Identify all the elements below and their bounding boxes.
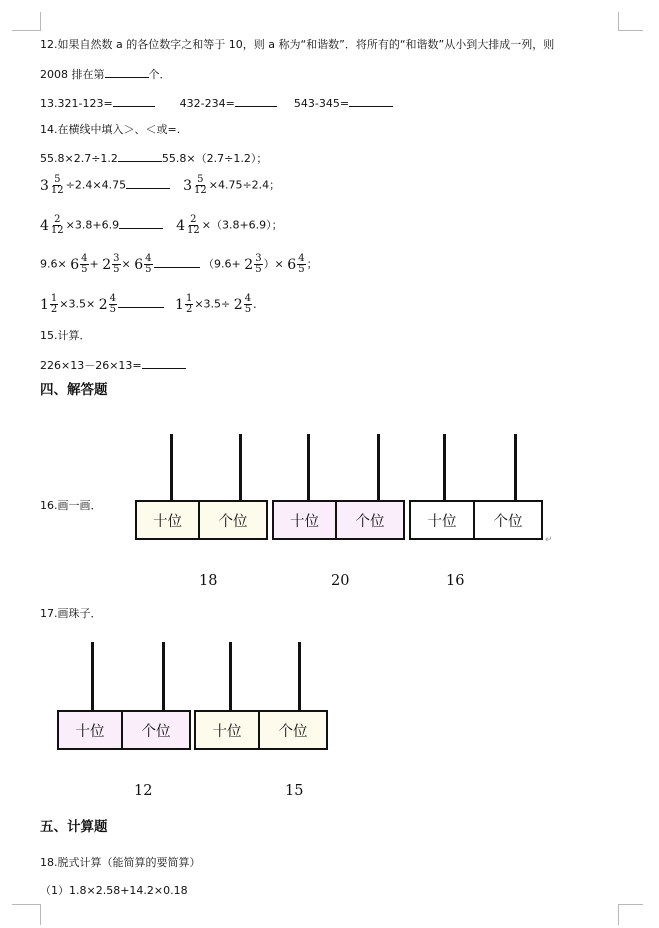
question-14-row1: [40, 150, 267, 166]
ones-place-box: 个位: [198, 500, 268, 540]
page-corner-mark: [12, 12, 41, 31]
abacus-rod-tens: [229, 642, 232, 711]
abacus-rod-ones: [162, 642, 165, 711]
expression: ×3.5÷: [194, 297, 231, 311]
expression: ×3.8+6.9: [65, 218, 120, 232]
abacus-rod-ones: [298, 642, 301, 711]
abacus-number: 16: [446, 573, 465, 589]
question-14-row5: [40, 294, 264, 315]
question-15-expression: [40, 357, 186, 373]
abacus-rod-tens: [307, 434, 310, 501]
mixed-number: 3 $\frac{5}{12}$: [40, 174, 64, 196]
abacus-number: 20: [331, 573, 350, 589]
question-17-label: 17.画珠子．: [40, 607, 102, 620]
question-12-line2: [40, 66, 171, 82]
tens-place-box: 十位: [135, 500, 200, 540]
question-15-title: 15.计算．: [40, 329, 91, 342]
tens-place-box: 十位: [272, 500, 337, 540]
expression: ；: [306, 257, 318, 271]
expression: +: [89, 257, 99, 271]
answer-blank[interactable]: [118, 296, 164, 308]
answer-blank[interactable]: [349, 95, 393, 107]
answer-blank[interactable]: [105, 66, 149, 78]
page-corner-mark: [618, 904, 643, 925]
expression: ÷2.4×4.75: [65, 178, 127, 192]
abacus-rod-ones: [377, 434, 380, 501]
abacus-number: 15: [285, 783, 304, 799]
expression: 543-345=: [293, 97, 350, 110]
mixed-number: 1 $\frac{1}{2}$: [40, 293, 58, 315]
expression: ）×: [263, 257, 284, 271]
mixed-number: 6 $\frac{4}{5}$: [70, 253, 88, 275]
question-12-line1: 12.如果自然数 a 的各位数字之和等于 10，则 a 称为“和谐数”．将所有的“和谐数”从小到大排成一列，则: [40, 38, 555, 51]
mixed-number: 2 $\frac{4}{5}$: [233, 293, 252, 315]
question-14-row4: [40, 254, 318, 275]
abacus-rod-ones: [239, 434, 242, 501]
question-12-text: 2008 排在第: [40, 68, 105, 81]
abacus-number: 12: [134, 783, 153, 799]
question-12-unit: 个．: [148, 68, 171, 81]
mixed-number: 4 $\frac{2}{12}$: [40, 214, 64, 236]
answer-blank[interactable]: [113, 95, 155, 107]
paragraph-mark: ↵: [545, 535, 553, 545]
mixed-number: 6 $\frac{4}{5}$: [134, 253, 152, 275]
expression: ．: [253, 297, 265, 311]
mixed-number: 3 $\frac{5}{12}$: [183, 174, 207, 196]
expression: 432-234=: [179, 97, 235, 110]
mixed-number: 2 $\frac{4}{5}$: [98, 293, 117, 315]
expression: ×（3.8+6.9）；: [201, 218, 283, 232]
expression: 9.6×: [40, 257, 67, 271]
abacus-rod-tens: [443, 434, 446, 501]
expression: 55.8×（2.7÷1.2）；: [161, 152, 268, 165]
mixed-number: 1 $\frac{1}{2}$: [175, 293, 193, 315]
question-13: [40, 95, 393, 111]
answer-blank[interactable]: [142, 357, 186, 369]
abacus-rod-tens: [170, 434, 173, 501]
mixed-number: 2 $\frac{3}{5}$: [244, 253, 262, 275]
expression: 13.321-123=: [40, 97, 113, 110]
question-18-title: 18.脱式计算（能简算的要简算）: [40, 856, 201, 869]
question-14-title: 14.在横线中填入＞、＜或=.: [40, 123, 181, 136]
expression: ×4.75÷2.4；: [208, 178, 281, 192]
answer-blank[interactable]: [126, 177, 170, 189]
page-corner-mark: [12, 904, 41, 925]
tens-place-box: 十位: [194, 710, 260, 750]
answer-blank[interactable]: [235, 95, 277, 107]
tens-place-box: 十位: [409, 500, 475, 540]
expression: ×: [121, 257, 131, 271]
mixed-number: 2 $\frac{3}{5}$: [102, 253, 120, 275]
page-corner-mark: [618, 12, 643, 31]
question-14-row2: [40, 175, 280, 196]
answer-blank[interactable]: [118, 150, 162, 162]
expression: （9.6+: [203, 257, 241, 271]
expression: 55.8×2.7÷1.2: [40, 152, 118, 165]
section-heading: 五、计算题: [40, 819, 108, 835]
ones-place-box: 个位: [258, 710, 328, 750]
expression: 226×13－26×13=: [40, 359, 142, 372]
ones-place-box: 个位: [121, 710, 191, 750]
mixed-number: 6 $\frac{4}{5}$: [287, 253, 305, 275]
abacus-rod-ones: [514, 434, 517, 501]
expression: ×3.5×: [59, 297, 96, 311]
question-16-label: 16.画一画．: [40, 499, 102, 512]
question-18-item1: （1）1.8×2.58+14.2×0.18: [40, 884, 188, 897]
answer-blank[interactable]: [154, 256, 200, 268]
section-heading: 四、解答题: [40, 382, 108, 398]
abacus-number: 18: [199, 573, 218, 589]
abacus-rod-tens: [91, 642, 94, 711]
mixed-number: 4 $\frac{2}{12}$: [176, 214, 200, 236]
tens-place-box: 十位: [57, 710, 123, 750]
ones-place-box: 个位: [473, 500, 543, 540]
question-14-row3: [40, 215, 283, 236]
ones-place-box: 个位: [335, 500, 405, 540]
answer-blank[interactable]: [119, 217, 163, 229]
